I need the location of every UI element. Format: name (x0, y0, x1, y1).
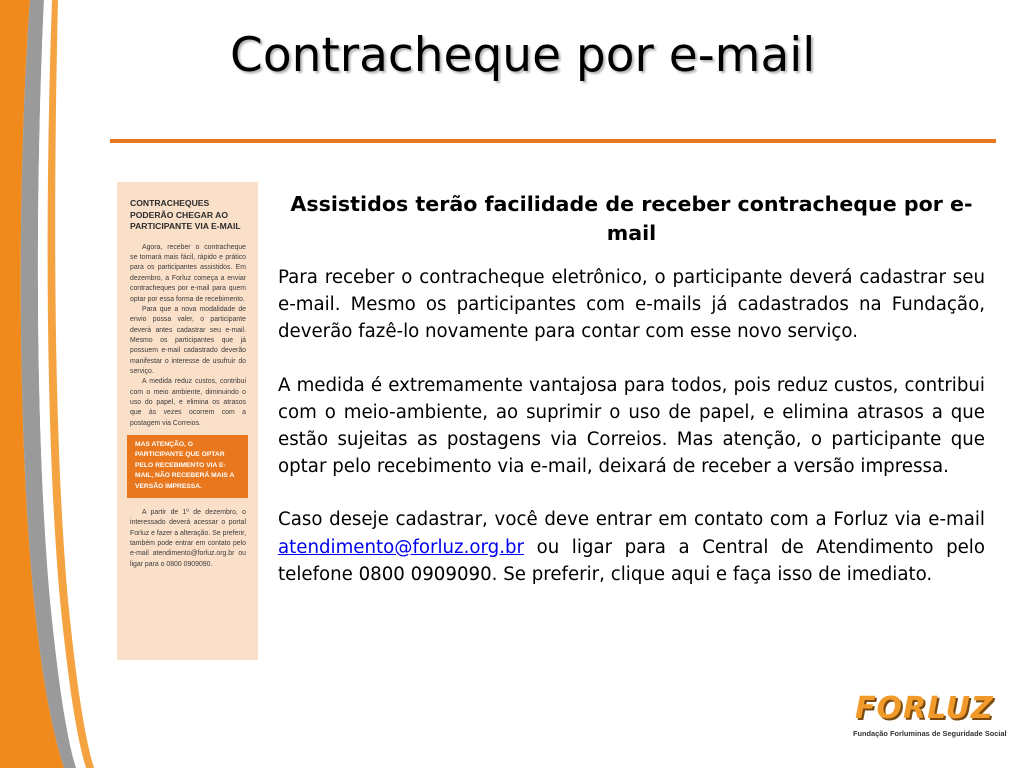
paragraph-text: ou ligar para a Central de Atendimento pelo telefone 0800 0909090. Se preferir, clique aqui e faça isso de imediato. (278, 536, 985, 585)
article (278, 190, 985, 614)
article-heading: Assistidos terão facilidade de receber contracheque por e-mail (290, 192, 973, 245)
orange-swoosh-decoration (0, 0, 110, 768)
clipping-heading: CONTRACHEQUES PODERÃO CHEGAR AO PARTICIPANTE VIA E-MAIL (130, 198, 241, 232)
clipping-highlight-box: MAS ATENÇÃO, O PARTICIPANTE QUE OPTAR PELO RECEBIMENTO VIA E-MAIL, NÃO RECEBERÁ MAIS A VERSÃO IMPRESSA. (127, 435, 248, 498)
logo-wordmark: FORLUZ (855, 691, 994, 726)
clipping-paragraph: A partir de 1º de dezembro, o interessado deverá acessar o portal Forluz e fazer a alteração. Se preferir, também pode entrar em contato pelo e-mail atendimento@forluz.org.br ou ligar para o 0800 0909090. (130, 509, 246, 568)
clipping-paragraph: Para que a nova modalidade de envio possa valer, o participante deverá antes cadastrar seu e-mail. Mesmo os participantes que já possuem e-mail cadastrado deverão manifestar o interesse de usufruir do serviço. (130, 305, 246, 375)
article-paragraph-1: Para receber o contracheque eletrônico, o participante deverá cadastrar seu e-mail. Mesmo os participantes com e-mails já cadastrados na Fundação, deverão fazê-lo novamente para contar com esse novo serviço. (278, 267, 985, 343)
clipping-paragraph: Agora, receber o contracheque se tornará mais fácil, rápido e prático para os participantes assistidos. Em dezembro, a Forluz começa a enviar contracheques por e-mail para quem optar por essa forma de recebimento. (130, 243, 246, 303)
article-paragraph-3 (278, 506, 985, 588)
clipping-paragraph: A medida reduz custos, contribui com o meio ambiente, diminuindo o uso do papel, e elimina os atrasos que às vezes ocorrem com a postagem via Correios. (130, 378, 246, 427)
logo-tagline: Fundação Forluminas de Seguridade Social (853, 729, 1007, 738)
newsletter-clipping (117, 182, 258, 660)
article-paragraph-2: A medida é extremamente vantajosa para todos, pois reduz custos, contribui com o meio-ambiente, ao suprimir o uso de papel, e elimina atrasos a que estão sujeitas as postagens via Correios. Mas atenção, o participante que optar pelo recebimento via e-mail, deixará de receber a versão impressa. (278, 374, 985, 478)
clipping-closing (130, 508, 246, 570)
slide-title: Contracheque por e-mail (230, 28, 816, 83)
email-link[interactable]: atendimento@forluz.org.br (278, 536, 525, 558)
forluz-logo (851, 691, 1007, 745)
paragraph-text: Caso deseje cadastrar, você deve entrar em contato com a Forluz via e-mail (278, 509, 985, 531)
clipping-body (130, 243, 246, 429)
title-underline (110, 139, 996, 143)
